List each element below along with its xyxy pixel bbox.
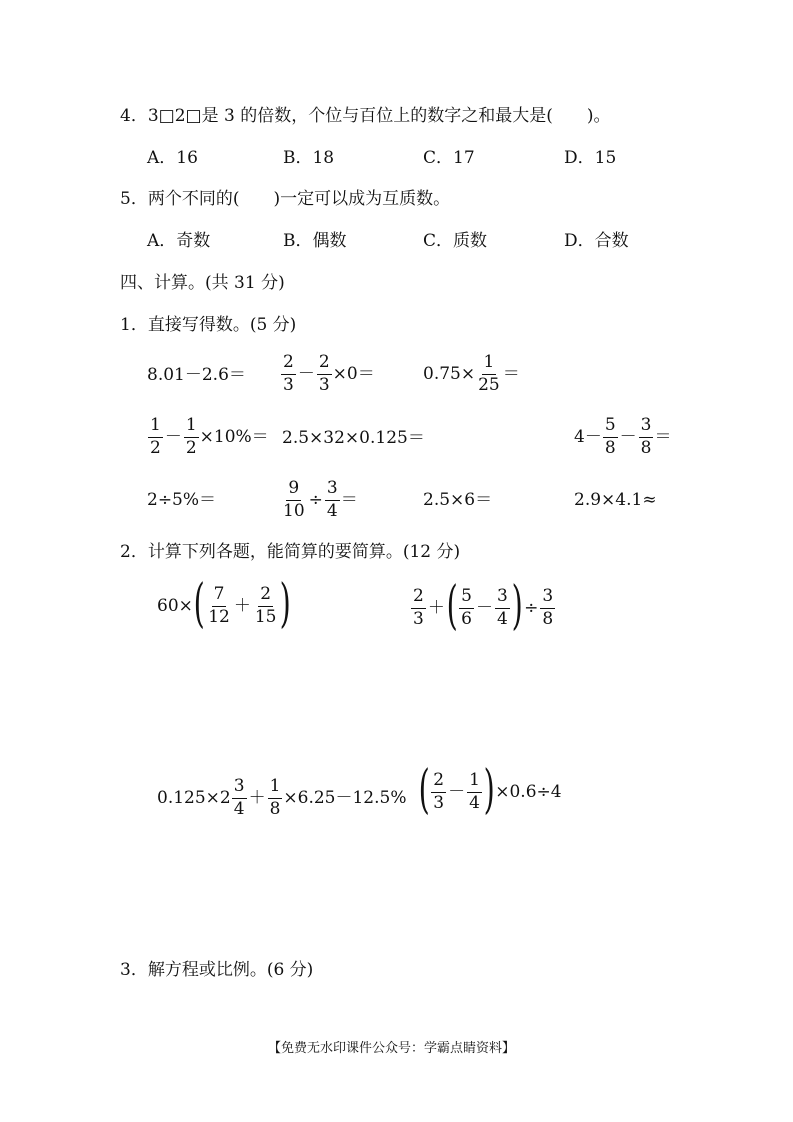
- question-4-text: 4．3□2□是 3 的倍数，个位与百位上的数字之和最大是( )。: [120, 106, 611, 126]
- calc-1-6: 4－ $\frac{5}{8}$ － $\frac{3}{8}$ ＝: [574, 415, 672, 458]
- q4-option-c: C．17: [423, 148, 475, 168]
- calc-2-1: 60× ( $\frac{7}{12}$ ＋ $\frac{2}{15}$ ): [157, 574, 292, 634]
- fraction: $\frac{1}{2}$: [150, 415, 161, 458]
- sub-3-title: 3．解方程或比例。(6 分): [120, 960, 314, 980]
- q5-option-c: C．质数: [423, 231, 488, 251]
- q4-option-b: B．18: [283, 148, 335, 168]
- calc-1-4: $\frac{1}{2}$ － $\frac{1}{2}$ ×10%＝: [150, 415, 269, 458]
- calc-1-3: 0.75× $\frac{1}{25}$ ＝: [423, 352, 520, 395]
- calc-1-2: $\frac{2}{3}$ － $\frac{2}{3}$ ×0＝: [283, 352, 375, 395]
- fraction: $\frac{3}{8}$: [640, 415, 652, 458]
- fraction: $\frac{2}{3}$: [433, 769, 445, 813]
- fraction: $\frac{3}{4}$: [326, 478, 338, 521]
- fraction: $\frac{2}{3}$: [318, 352, 330, 395]
- fraction: $\frac{2}{3}$: [283, 352, 294, 395]
- fraction: $\frac{5}{8}$: [604, 415, 616, 458]
- calc-1-9: 2.5×6＝: [423, 490, 493, 510]
- q4-option-a: A．16: [147, 148, 198, 168]
- fraction: $\frac{3}{8}$: [542, 585, 554, 629]
- fraction: $\frac{2}{15}$: [254, 583, 277, 627]
- fraction: $\frac{3}{4}$: [496, 585, 508, 629]
- q5-option-a: A．奇数: [147, 231, 211, 251]
- calc-2-3: 0.125×2 $\frac{3}{4}$ ＋ $\frac{1}{8}$ ×6.25－12.5%: [157, 776, 407, 819]
- sub-1-title: 1．直接写得数。(5 分): [120, 315, 297, 335]
- question-5-text: 5．两个不同的( )一定可以成为互质数。: [120, 189, 451, 209]
- fraction: $\frac{1}{25}$: [478, 352, 500, 395]
- calc-1-8: $\frac{9}{10}$ ÷ $\frac{3}{4}$ ＝: [283, 478, 358, 521]
- calc-1-7: 2÷5%＝: [147, 490, 217, 510]
- calc-1-5: 2.5×32×0.125＝: [282, 428, 425, 448]
- fraction: $\frac{5}{6}$: [461, 585, 472, 629]
- section-4-title: 四、计算。(共 31 分): [120, 273, 285, 293]
- calc-2-4: ( $\frac{2}{3}$ － $\frac{1}{4}$ ) ×0.6÷4: [418, 760, 562, 820]
- q5-option-b: B．偶数: [283, 231, 347, 251]
- fraction: $\frac{1}{4}$: [469, 769, 480, 813]
- sub-2-title: 2．计算下列各题，能简算的要简算。(12 分): [120, 542, 461, 562]
- q4-option-d: D．15: [564, 148, 617, 168]
- calc-1-10: 2.9×4.1≈: [574, 490, 657, 510]
- footer-watermark: 【免费无水印课件公众号：学霸点睛资料】: [268, 1041, 516, 1056]
- q5-option-d: D．合数: [564, 231, 629, 251]
- fraction: $\frac{1}{8}$: [269, 776, 281, 819]
- fraction: $\frac{9}{10}$: [283, 478, 305, 521]
- fraction: $\frac{7}{12}$: [208, 583, 230, 627]
- fraction: $\frac{1}{2}$: [185, 415, 197, 458]
- calc-2-2: $\frac{2}{3}$ ＋ ( $\frac{5}{6}$ － $\frac{3}{4}$ ) ÷ $\frac{3}{8}$: [413, 576, 554, 636]
- fraction: $\frac{2}{3}$: [413, 585, 424, 629]
- calc-1-1: 8.01－2.6＝: [147, 365, 246, 385]
- fraction: $\frac{3}{4}$: [233, 776, 245, 819]
